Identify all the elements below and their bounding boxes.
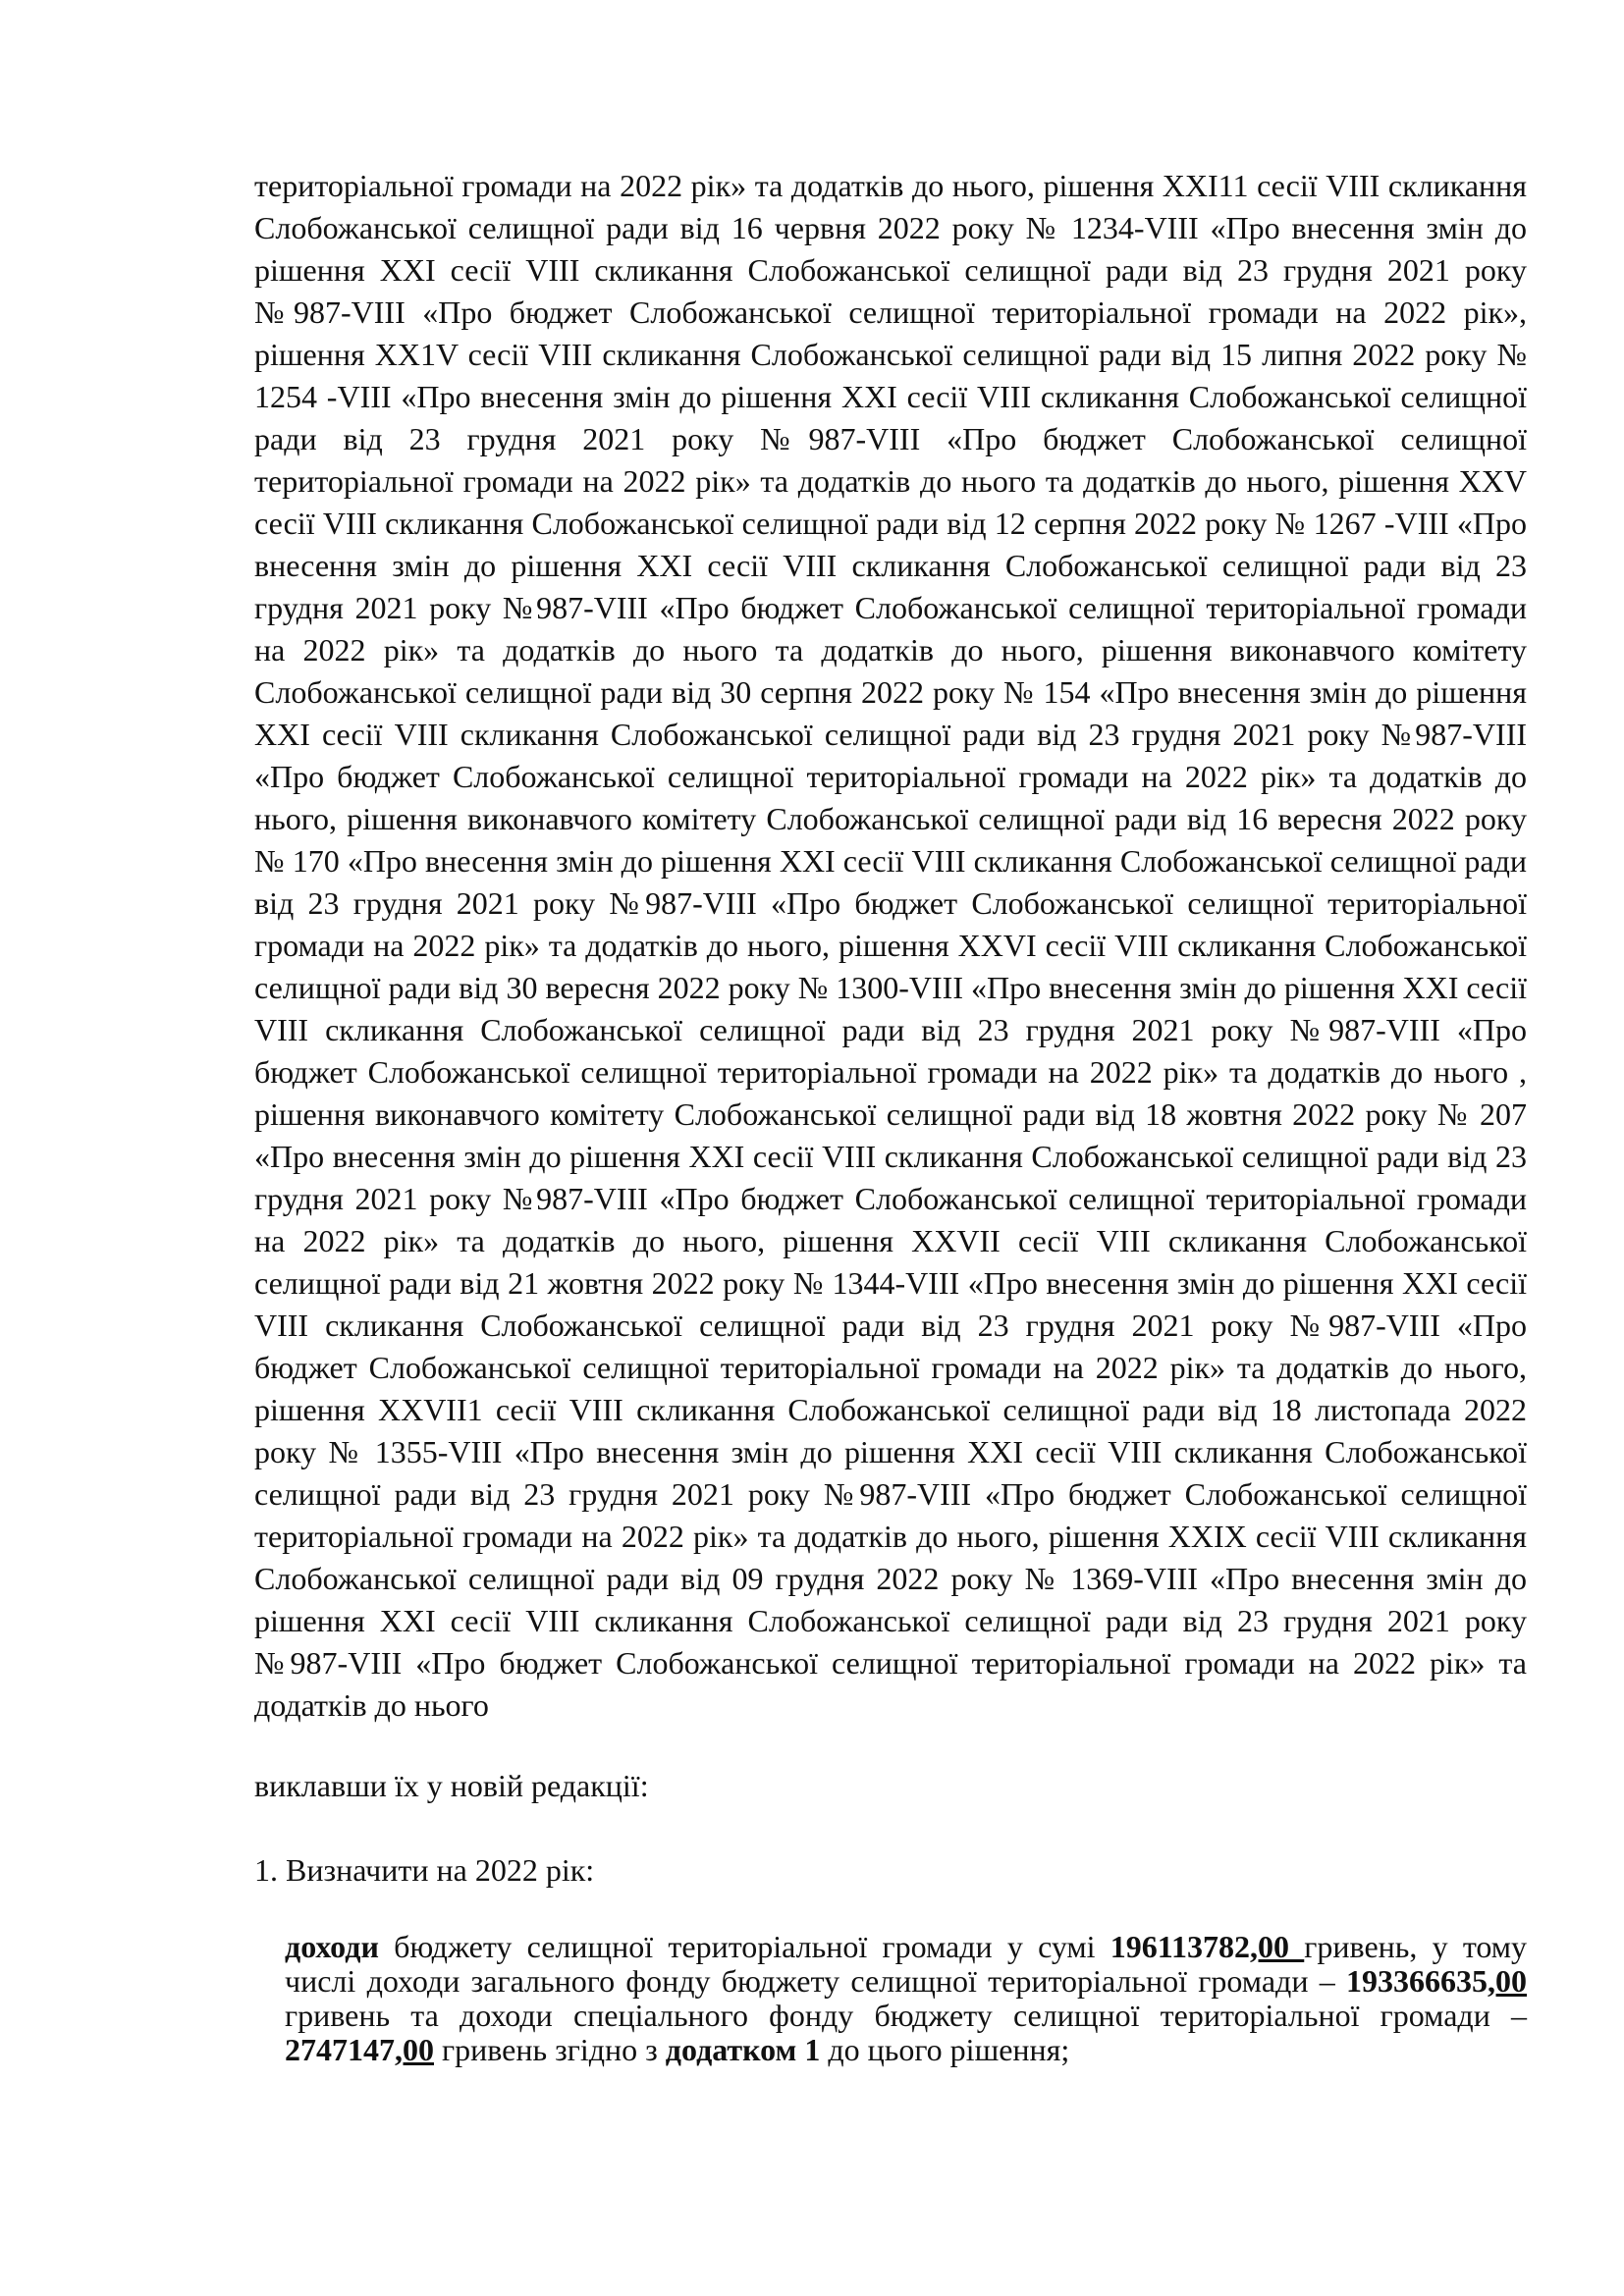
revenue-text-2: гривень, у тому числі доходи загального фонду бюджету селищної територіальної громади –	[285, 1929, 1528, 1999]
revenue-total-int: 196113782	[1110, 1929, 1251, 1964]
revenue-paragraph	[285, 1930, 1527, 2067]
revenue-special-dec: ,00	[395, 2032, 434, 2067]
revenue-text-4: гривень згідно з	[434, 2032, 666, 2067]
new-edition-line: виклавши їх у новій редакції:	[254, 1768, 649, 1803]
revenue-general-dec: ,00	[1488, 1963, 1527, 1999]
list-item-1: 1. Визначити на 2022 рік:	[254, 1852, 595, 1888]
revenue-text-5: до цього рішення;	[820, 2032, 1070, 2067]
revenue-text-1: бюджету селищної територіальної громади у сумі	[378, 1929, 1110, 1964]
main-paragraph: територіальної громади на 2022 рік» та додатків до нього, рішення ХХІ11 сесії VIII скликання Слобожанської селищної ради від 16 червня 2022 року № 1234-VIII «Про внесення змін до рішення ХХІ сесії VIII скликання Слобожанської селищної ради від 23 грудня 2021 року №987-VIII «Про бюджет Слобожанської селищної територіальної громади на 2022 рік», рішення ХХ1V сесії VIII скликання Слобожанської селищної ради від 15 липня 2022 року № 1254 -VIII «Про внесення змін до рішення ХХІ сесії VIII скликання Слобожанської селищної ради від 23 грудня 2021 року №987-VIII «Про бюджет Слобожанської селищної територіальної громади на 2022 рік» та додатків до нього та додатків до нього, рішення ХХV сесії VIII скликання Слобожанської селищної ради від 12 серпня 2022 року № 1267 -VIII «Про внесення змін до рішення ХХІ сесії VIII скликання Слобожанської селищної ради від 23 грудня 2021 року №987-VIII «Про бюджет Слобожанської селищної територіальної громади на 2022 рік» та додатків до нього та додатків до нього, рішення виконавчого комітету Слобожанської селищної ради від 30 серпня 2022 року № 154 «Про внесення змін до рішення ХХІ сесії VIII скликання Слобожанської селищної ради від 23 грудня 2021 року №987-VIII «Про бюджет Слобожанської селищної територіальної громади на 2022 рік» та додатків до нього, рішення виконавчого комітету Слобожанської селищної ради від 16 вересня 2022 року № 170 «Про внесення змін до рішення ХХІ сесії VIII скликання Слобожанської селищної ради від 23 грудня 2021 року №987-VIII «Про бюджет Слобожанської селищної територіальної громади на 2022 рік» та додатків до нього, рішення ХХVІ сесії VIII скликання Слобожанської селищної ради від 30 вересня 2022 року № 1300-VIII «Про внесення змін до рішення ХХІ сесії VIII скликання Слобожанської селищної ради від 23 грудня 2021 року №987-VIII «Про бюджет Слобожанської селищної територіальної громади на 2022 рік» та додатків до нього , рішення виконавчого комітету Слобожанської селищної ради від 18 жовтня 2022 року № 207 «Про внесення змін до рішення ХХІ сесії VIII скликання Слобожанської селищної ради від 23 грудня 2021 року №987-VIII «Про бюджет Слобожанської селищної територіальної громади на 2022 рік» та додатків до нього, рішення ХХVІІ сесії VIII скликання Слобожанської селищної ради від 21 жовтня 2022 року № 1344-VIII «Про внесення змін до рішення ХХІ сесії VIII скликання Слобожанської селищної ради від 23 грудня 2021 року №987-VIII «Про бюджет Слобожанської селищної територіальної громади на 2022 рік» та додатків до нього, рішення ХХVІІ1 сесії VIII скликання Слобожанської селищної ради від 18 листопада 2022 року № 1355-VIII «Про внесення змін до рішення ХХІ сесії VIII скликання Слобожанської селищної ради від 23 грудня 2021 року №987-VIII «Про бюджет Слобожанської селищної територіальної громади на 2022 рік» та додатків до нього, рішення ХХІХ сесії VIII скликання Слобожанської селищної ради від 09 грудня 2022 року № 1369-VIII «Про внесення змін до рішення ХХІ сесії VIII скликання Слобожанської селищної ради від 23 грудня 2021 року №987-VIII «Про бюджет Слобожанської селищної територіальної громади на 2022 рік» та додатків до нього	[254, 168, 1527, 1723]
revenue-special-int: 2747147	[285, 2032, 395, 2067]
revenue-total-dec: ,00	[1250, 1929, 1305, 1964]
document-page	[254, 165, 1527, 2067]
revenue-text-3: гривень та доходи спеціального фонду бюджету селищної територіальної громади –	[285, 1998, 1527, 2033]
revenue-annex: додатком 1	[665, 2032, 821, 2067]
revenue-general-int: 193366635	[1346, 1963, 1488, 1999]
revenue-term: доходи	[285, 1929, 379, 1964]
